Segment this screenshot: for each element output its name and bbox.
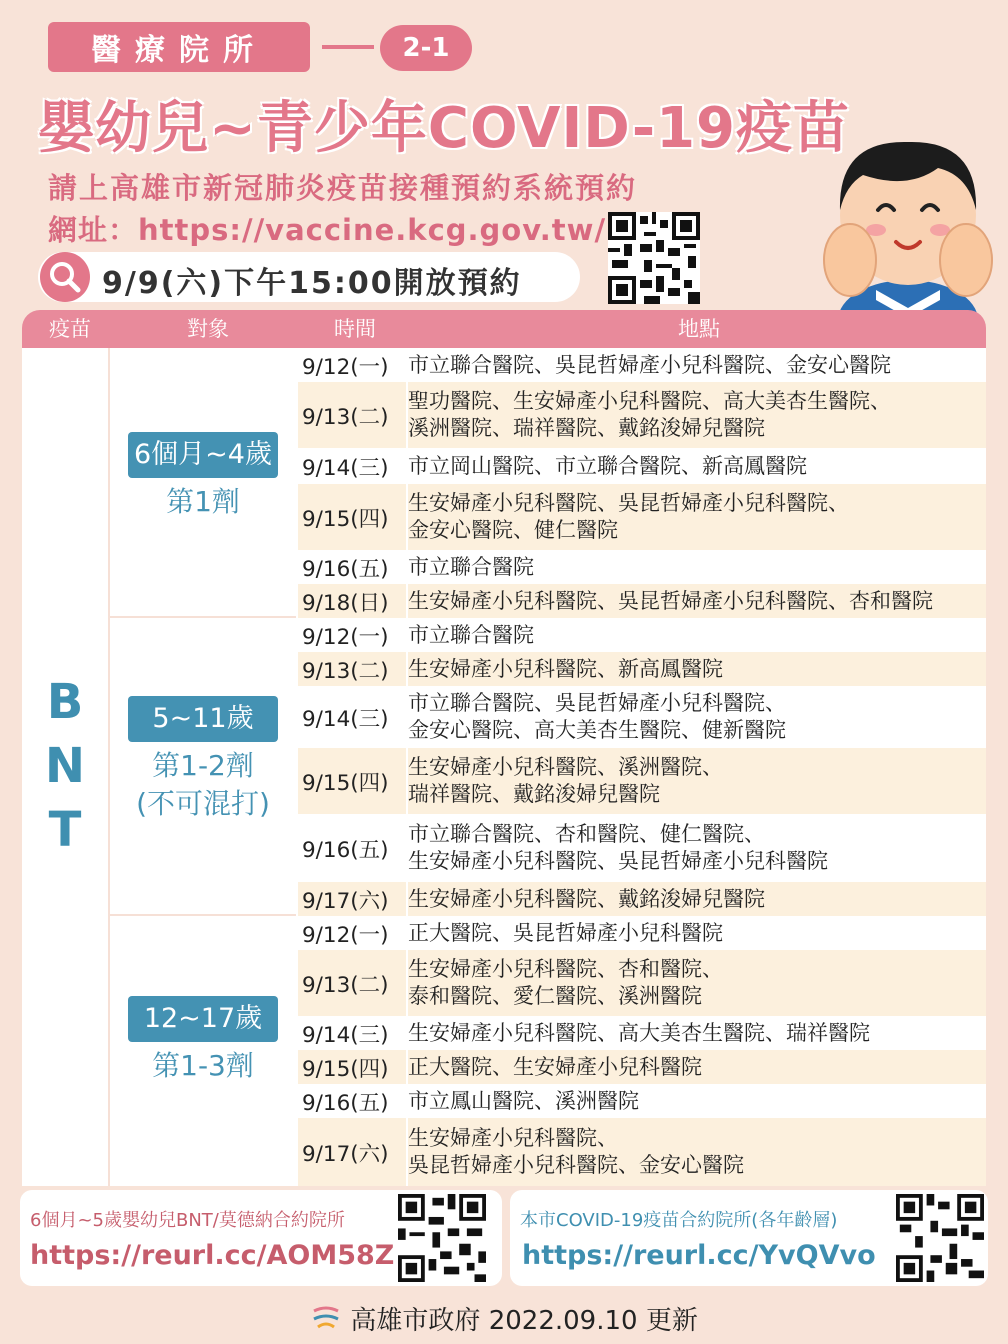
row-date: 9/17(六) (302, 1141, 389, 1167)
child-illustration-icon (818, 130, 998, 325)
row-date: 9/16(五) (302, 1090, 389, 1116)
dose-label: 第1-2劑 (152, 749, 254, 782)
footer-org: 高雄市政府 (350, 1306, 481, 1336)
row-date: 9/14(三) (302, 706, 389, 732)
row-place: 市立聯合醫院 (406, 618, 986, 652)
age-group-6m-4y (110, 348, 296, 618)
infant-clinics-url[interactable]: https://reurl.cc/AOM58Z (30, 1240, 395, 1271)
row-date: 9/15(四) (302, 770, 389, 796)
row-place: 市立聯合醫院、杏和醫院、健仁醫院、 生安婦產小兒科醫院、吳昆哲婦產小兒科醫院 (406, 814, 986, 882)
footer (0, 1300, 1008, 1337)
tag-divider (322, 45, 374, 49)
row-place: 正大醫院、吳昆哲婦產小兒科醫院 (406, 916, 986, 950)
header-target: 對象 (187, 317, 229, 341)
row-date: 9/14(三) (302, 455, 389, 481)
row-date: 9/15(四) (302, 1056, 389, 1082)
all-clinics-link-card[interactable] (510, 1190, 988, 1286)
row-date: 9/13(二) (302, 972, 389, 998)
row-place: 正大醫院、生安婦產小兒科醫院 (406, 1050, 986, 1084)
schedule-row (298, 652, 986, 686)
kaohsiung-logo-icon (310, 1305, 342, 1333)
dose-note: (不可混打) (136, 787, 270, 820)
row-date: 9/13(二) (302, 404, 389, 430)
schedule-row (298, 1016, 986, 1050)
footer-updated: 2022.09.10 更新 (488, 1306, 698, 1336)
schedule-row (298, 484, 986, 550)
vaccine-letter: B (46, 674, 84, 730)
header-place: 地點 (678, 317, 720, 341)
infant-clinics-label: 6個月~5歲嬰幼兒BNT/莫德納合約院所 (30, 1210, 345, 1231)
row-place: 市立聯合醫院、吳昆哲婦產小兒科醫院、 金安心醫院、高大美杏生醫院、健新醫院 (406, 686, 986, 748)
age-badge: 5~11歲 (128, 696, 278, 742)
row-place: 生安婦產小兒科醫院、新高鳳醫院 (406, 652, 986, 686)
qr-code-icon[interactable] (896, 1194, 984, 1282)
header-vaccine: 疫苗 (49, 317, 91, 341)
schedule-row (298, 550, 986, 584)
row-place: 生安婦產小兒科醫院、 吳昆哲婦產小兒科醫院、金安心醫院 (406, 1118, 986, 1186)
booking-instruction: 請上高雄市新冠肺炎疫苗接種預約系統預約 (48, 171, 638, 205)
row-date: 9/16(五) (302, 556, 389, 582)
row-date: 9/16(五) (302, 837, 389, 863)
all-clinics-label: 本市COVID-19疫苗合約院所(各年齡層) (520, 1210, 838, 1231)
qr-code-icon[interactable] (398, 1194, 486, 1282)
row-date: 9/13(二) (302, 658, 389, 684)
page-title: 嬰幼兒~青少年COVID-19疫苗 (38, 96, 850, 161)
schedule-row (298, 448, 986, 484)
schedule-row (298, 1118, 986, 1186)
age-group-5-11y (110, 618, 296, 916)
schedule-row (298, 382, 986, 448)
row-date: 9/18(日) (302, 590, 389, 616)
vaccine-letter: N (44, 738, 86, 794)
row-date: 9/12(一) (302, 624, 389, 650)
schedule-row (298, 1084, 986, 1118)
row-place: 市立聯合醫院、吳昆哲婦產小兒科醫院、金安心醫院 (406, 348, 986, 382)
infant-clinics-link-card[interactable] (20, 1190, 502, 1286)
row-date: 9/12(一) (302, 354, 389, 380)
row-place: 聖功醫院、生安婦產小兒科醫院、高大美杏生醫院、 溪洲醫院、瑞祥醫院、戴銘浚婦兒醫院 (406, 382, 986, 448)
schedule-row (298, 950, 986, 1016)
row-place: 生安婦產小兒科醫院、戴銘浚婦兒醫院 (406, 882, 986, 916)
row-place: 市立聯合醫院 (406, 550, 986, 584)
age-group-12-17y (110, 916, 296, 1186)
all-clinics-url[interactable]: https://reurl.cc/YvQVvo (522, 1240, 876, 1271)
age-badge: 12~17歲 (128, 996, 278, 1042)
age-badge: 6個月~4歲 (128, 432, 278, 478)
row-place: 生安婦產小兒科醫院、杏和醫院、 泰和醫院、愛仁醫院、溪洲醫院 (406, 950, 986, 1016)
schedule-row (298, 1050, 986, 1084)
header-time: 時間 (334, 317, 376, 341)
schedule-row (298, 584, 986, 618)
booking-url[interactable]: 網址：https://vaccine.kcg.gov.tw/ (48, 213, 607, 247)
schedule-row (298, 748, 986, 814)
row-date: 9/15(四) (302, 506, 389, 532)
table-header (22, 310, 986, 348)
search-icon (40, 252, 90, 302)
schedule-row (298, 814, 986, 882)
row-date: 9/14(三) (302, 1022, 389, 1048)
schedule-table (22, 348, 986, 1186)
row-place: 市立岡山醫院、市立聯合醫院、新高鳳醫院 (406, 448, 986, 484)
vaccine-letter: T (48, 802, 82, 858)
dose-label: 第1-3劑 (152, 1049, 254, 1082)
schedule-row (298, 916, 986, 950)
page-number-badge: 2-1 (380, 25, 472, 71)
row-place: 生安婦產小兒科醫院、高大美杏生醫院、瑞祥醫院 (406, 1016, 986, 1050)
schedule-row (298, 882, 986, 916)
qr-code-icon[interactable] (608, 212, 700, 304)
vaccine-column (22, 348, 110, 1186)
schedule-row (298, 618, 986, 652)
row-date: 9/17(六) (302, 888, 389, 914)
schedule-row (298, 348, 986, 382)
category-tag: 醫療院所 (48, 22, 310, 72)
row-date: 9/12(一) (302, 922, 389, 948)
row-place: 生安婦產小兒科醫院、吳昆哲婦產小兒科醫院、杏和醫院 (406, 584, 986, 618)
row-place: 生安婦產小兒科醫院、溪洲醫院、 瑞祥醫院、戴銘浚婦兒醫院 (406, 748, 986, 814)
row-place: 市立鳳山醫院、溪洲醫院 (406, 1084, 986, 1118)
open-date-text: 9/9(六)下午15:00開放預約 (102, 266, 522, 301)
row-place: 生安婦產小兒科醫院、吳昆哲婦產小兒科醫院、 金安心醫院、健仁醫院 (406, 484, 986, 550)
schedule-row (298, 686, 986, 748)
dose-label: 第1劑 (166, 485, 240, 518)
